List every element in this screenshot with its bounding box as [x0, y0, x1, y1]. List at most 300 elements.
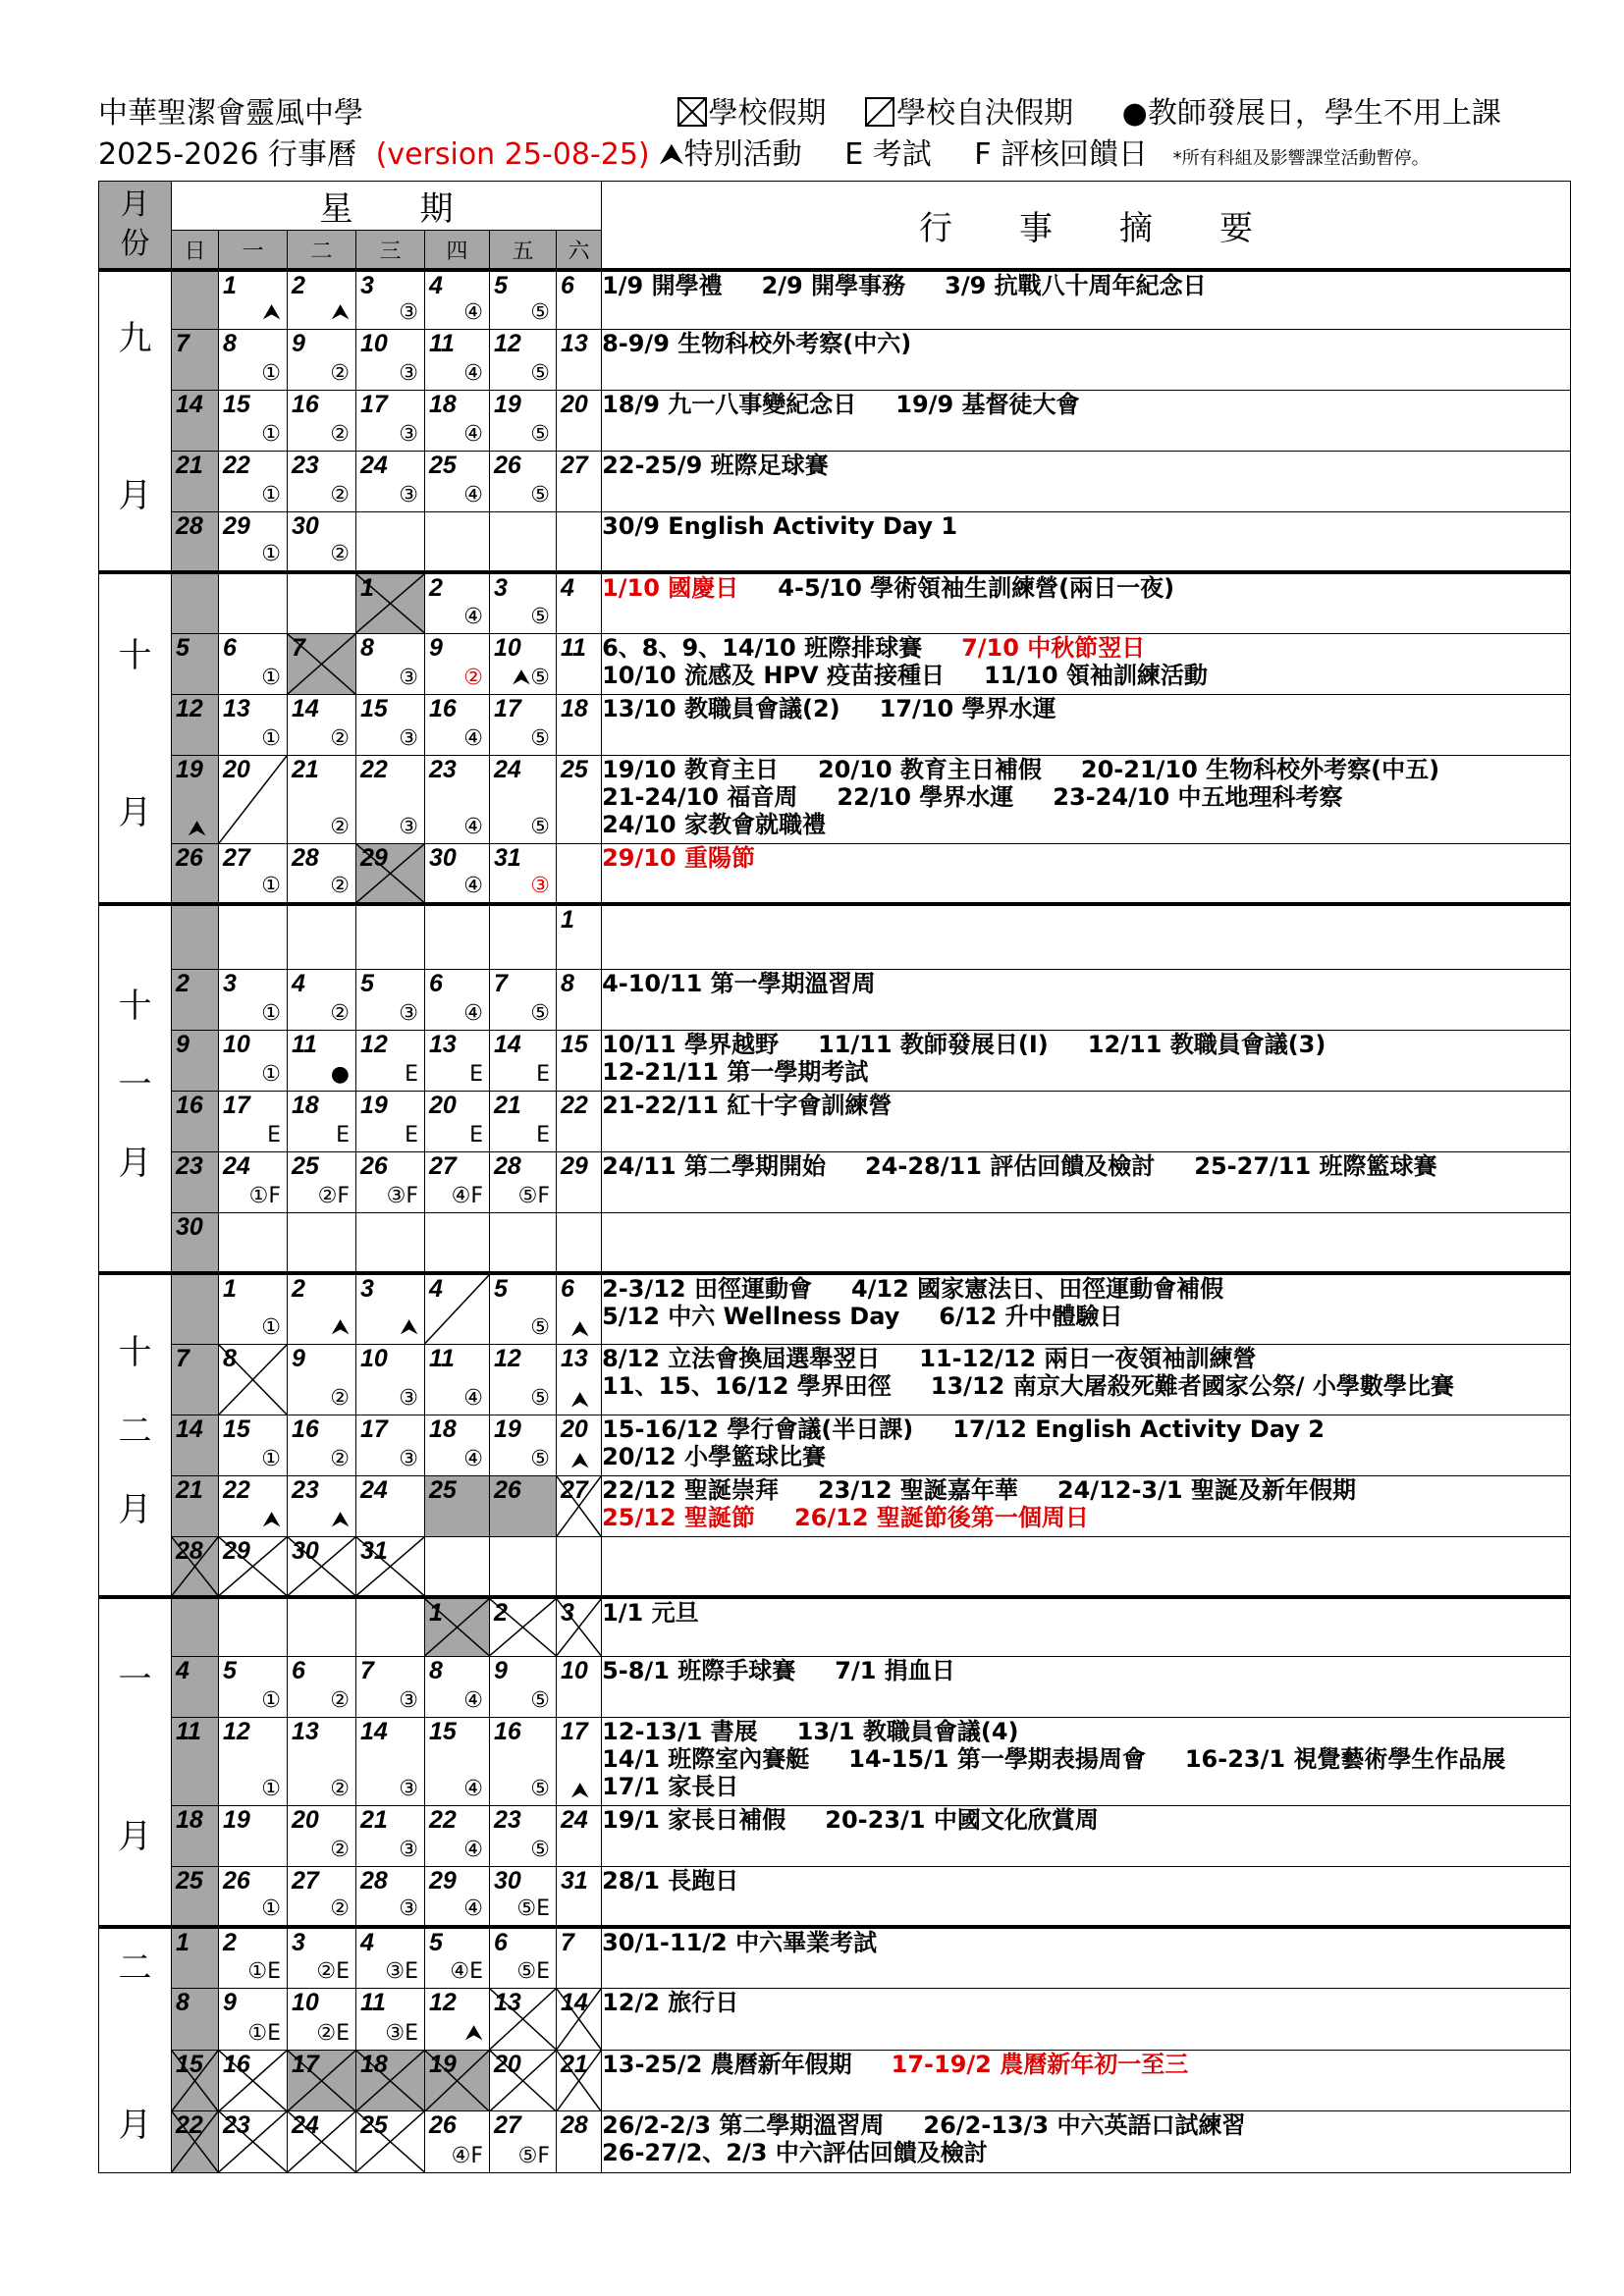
day-cell-thu — [425, 1536, 490, 1597]
day-number: 3 — [561, 1599, 574, 1627]
day-cell-thu — [425, 2050, 490, 2111]
day-cell-wed — [356, 1212, 425, 1273]
day-number: 31 — [494, 843, 521, 872]
day-marker: ② — [330, 1896, 350, 1921]
day-number: 25 — [360, 2111, 388, 2140]
week-row — [99, 1536, 1571, 1597]
event-item: 3/9 抗戰八十周年紀念日 — [945, 272, 1207, 299]
day-number: 19 — [494, 390, 521, 418]
day-number: 22 — [360, 755, 388, 783]
day-cell-tue — [288, 1536, 356, 1597]
event-item: 16-23/1 視覺藝術學生作品展 — [1184, 1744, 1506, 1773]
day-marker: ③ — [399, 1000, 418, 1026]
day-number: 26 — [429, 2111, 457, 2140]
day-number: 27 — [561, 1475, 588, 1504]
event-item: 30/1-11/2 中六畢業考試 — [602, 1929, 878, 1956]
day-cell-sat — [557, 1989, 602, 2051]
day-cell-sat — [557, 1415, 602, 1475]
day-marker: ④ — [463, 725, 483, 751]
special-activity-icon: ⮝ — [331, 1507, 350, 1532]
event-item: 12-21/11 第一學期考試 — [602, 1057, 869, 1086]
event-item: 13/12 南京大屠殺死難者國家公祭/ 小學數學比賽 — [930, 1371, 1454, 1400]
event-item: 8/12 立法會換屆選舉翌日 — [602, 1344, 881, 1372]
day-marker: E — [405, 1061, 418, 1087]
day-cell-mon — [219, 1475, 288, 1536]
day-cell-sun — [172, 1415, 219, 1475]
day-cell-tue — [288, 1927, 356, 1989]
day-number: 3 — [292, 1929, 305, 1956]
events-cell — [602, 633, 1571, 694]
day-cell-sat — [557, 511, 602, 572]
day-cell-sun — [172, 843, 219, 904]
day-cell-mon — [219, 451, 288, 511]
day-number: 28 — [292, 843, 319, 872]
week-row — [99, 451, 1571, 511]
day-cell-thu — [425, 2111, 490, 2173]
day-marker: ③ — [399, 814, 418, 839]
day-cell-sat — [557, 1091, 602, 1151]
day-number: 16 — [292, 390, 319, 418]
day-number: 2 — [176, 969, 189, 997]
day-number: 23 — [429, 755, 457, 783]
day-cell-thu — [425, 1597, 490, 1656]
week-row — [99, 843, 1571, 904]
day-cell-fri — [490, 1151, 557, 1212]
day-number: 26 — [176, 843, 203, 872]
week-row — [99, 1475, 1571, 1536]
day-number: 16 — [223, 2050, 250, 2078]
day-number: 27 — [429, 1151, 457, 1180]
day-number: 26 — [223, 1866, 250, 1895]
day-cell-mon — [219, 904, 288, 969]
week-row — [99, 572, 1571, 633]
day-marker: ② — [330, 1446, 350, 1471]
day-number: 13 — [561, 1344, 588, 1372]
day-number: 14 — [561, 1989, 588, 2017]
event-item: 28/1 長跑日 — [602, 1866, 739, 1895]
day-number: 1 — [561, 906, 574, 934]
day-cell-thu — [425, 1030, 490, 1091]
month-block — [99, 572, 1571, 904]
special-activity-icon: ⮝ — [331, 1314, 350, 1340]
month-block — [99, 1273, 1571, 1597]
day-number: 22 — [176, 2111, 203, 2140]
header-line-1 — [98, 94, 1501, 133]
day-cell-sat — [557, 390, 602, 451]
day-marker: ③ — [399, 1837, 418, 1862]
day-cell-thu — [425, 270, 490, 329]
month-name: 十 二 月 — [118, 1333, 152, 1529]
day-cell-mon — [219, 755, 288, 843]
events-cell — [602, 1927, 1571, 1989]
day-number: 16 — [429, 694, 457, 722]
month-name: 十 一 月 — [118, 987, 152, 1183]
events-cell — [602, 1151, 1571, 1212]
day-cell-fri — [490, 2050, 557, 2111]
event-item: 19/9 基督徒大會 — [895, 390, 1080, 418]
day-marker: ② — [330, 1837, 350, 1862]
day-number: 30 — [292, 1536, 319, 1565]
day-number: 16 — [176, 1091, 203, 1119]
day-marker: ③ — [399, 360, 418, 386]
event-item: 8-9/9 生物科校外考察(中六) — [602, 329, 912, 357]
day-marker: ⑤ — [530, 1000, 550, 1026]
day-number: 20 — [223, 755, 250, 783]
event-item: 22-25/9 班際足球賽 — [602, 451, 829, 479]
school-name: 中華聖潔會靈風中學 — [98, 96, 363, 131]
special-activity-icon: ⮝ — [570, 1448, 590, 1473]
day-marker: ④ — [463, 1385, 483, 1411]
month-header — [99, 182, 172, 271]
day-cell-sat — [557, 572, 602, 633]
day-marker: ①F — [248, 1183, 281, 1208]
week-row — [99, 329, 1571, 390]
event-item: 19/10 教育主日 — [602, 755, 779, 783]
day-marker: ⑤ — [530, 1385, 550, 1411]
events-cell — [602, 969, 1571, 1030]
event-item: 24-28/11 評估回饋及檢討 — [864, 1151, 1156, 1180]
day-cell-sun — [172, 633, 219, 694]
event-item: 10/11 學界越野 — [602, 1030, 779, 1058]
day-marker: ③ — [530, 874, 550, 898]
day-cell-tue — [288, 1091, 356, 1151]
day-number: 29 — [223, 1536, 250, 1565]
day-cell-mon — [219, 694, 288, 755]
day-cell-mon — [219, 633, 288, 694]
events-cell — [602, 1091, 1571, 1151]
day-cell-mon — [219, 2050, 288, 2111]
day-cell-fri — [490, 451, 557, 511]
day-marker: ③ — [399, 1776, 418, 1801]
day-cell-sun — [172, 1212, 219, 1273]
legend-special-label: 特別活動 — [683, 137, 802, 172]
version-label: (version 25-08-25) — [375, 137, 650, 172]
event-item: 24/11 第二學期開始 — [602, 1151, 826, 1180]
day-marker: ⑤ — [530, 725, 550, 751]
day-cell-thu — [425, 1273, 490, 1344]
day-cell-sat — [557, 1597, 602, 1656]
week-row — [99, 1597, 1571, 1656]
events-cell — [602, 1415, 1571, 1475]
day-number: 7 — [292, 633, 305, 662]
day-cell-tue — [288, 1273, 356, 1344]
event-item: 20-23/1 中國文化欣賞周 — [825, 1805, 1099, 1834]
legend-special — [659, 135, 802, 175]
day-cell-tue — [288, 755, 356, 843]
day-cell-thu — [425, 1151, 490, 1212]
day-cell-tue — [288, 1656, 356, 1717]
day-cell-fri — [490, 969, 557, 1030]
day-number: 27 — [292, 1866, 319, 1895]
week-row — [99, 1927, 1571, 1989]
month-header-label: 月份 — [120, 187, 150, 261]
legend-holiday-label: 學校假期 — [708, 96, 827, 131]
day-cell-sat — [557, 1030, 602, 1091]
day-number: 19 — [176, 755, 203, 783]
day-cell-fri — [490, 633, 557, 694]
day-number: 4 — [429, 272, 443, 299]
day-marker: E — [267, 1122, 281, 1148]
day-cell-wed — [356, 633, 425, 694]
events-cell — [602, 694, 1571, 755]
week-row — [99, 969, 1571, 1030]
day-number: 10 — [494, 633, 521, 662]
day-cell-fri — [490, 1805, 557, 1866]
day-cell-wed — [356, 1151, 425, 1212]
day-cell-thu — [425, 755, 490, 843]
week-row — [99, 1717, 1571, 1805]
day-number: 20 — [561, 1415, 588, 1443]
day-marker: ④ — [463, 1687, 483, 1713]
day-marker: ④F — [451, 2144, 483, 2168]
month-block — [99, 1597, 1571, 1927]
day-number: 18 — [429, 390, 457, 418]
day-number: 20 — [429, 1091, 457, 1119]
month-name: 十 月 — [118, 636, 152, 832]
event-item: 10/10 流感及 HPV 疫苗接種日 — [602, 661, 945, 689]
day-number: 15 — [429, 1717, 457, 1745]
day-number: 18 — [176, 1805, 203, 1834]
event-item: 11、15、16/12 學界田徑 — [602, 1371, 892, 1400]
day-number: 12 — [429, 1989, 457, 2017]
day-cell-mon — [219, 1212, 288, 1273]
day-number: 30 — [292, 511, 319, 540]
day-marker: E — [536, 1061, 550, 1087]
day-number: 25 — [429, 451, 457, 479]
week-row — [99, 633, 1571, 694]
header-line-2 — [98, 135, 1430, 175]
day-number: 6 — [494, 1929, 508, 1956]
events-cell — [602, 572, 1571, 633]
event-item: 11/11 教師發展日(I) — [817, 1030, 1049, 1058]
event-item: 12-13/1 書展 — [602, 1717, 758, 1745]
day-cell-fri — [490, 390, 557, 451]
day-number: 8 — [360, 633, 374, 662]
month-block — [99, 904, 1571, 1273]
day-number: 25 — [292, 1151, 319, 1180]
day-cell-fri — [490, 2111, 557, 2173]
day-cell-fri — [490, 1212, 557, 1273]
day-number: 9 — [223, 1989, 237, 2017]
day-cell-sun — [172, 390, 219, 451]
day-cell-mon — [219, 390, 288, 451]
day-number: 24 — [223, 1151, 250, 1180]
events-cell — [602, 1273, 1571, 1344]
day-number: 17 — [223, 1091, 250, 1119]
event-item: 23-24/10 中五地理科考察 — [1053, 782, 1343, 811]
special-activity-icon: ⮝ — [188, 816, 206, 841]
day-marker: ④ — [463, 814, 483, 839]
day-cell-mon — [219, 1344, 288, 1415]
day-cell-wed — [356, 1273, 425, 1344]
day-cell-mon — [219, 572, 288, 633]
day-cell-fri — [490, 1927, 557, 1989]
event-item: 17/12 English Activity Day 2 — [952, 1415, 1325, 1443]
week-row — [99, 2050, 1571, 2111]
day-marker: ⑤ — [530, 421, 550, 447]
day-cell-sat — [557, 1866, 602, 1927]
day-number: 17 — [292, 2050, 319, 2078]
day-number: 3 — [360, 272, 374, 299]
day-cell-tue — [288, 2111, 356, 2173]
day-number: 21 — [176, 1475, 203, 1504]
event-item: 13/1 教職員會議(4) — [796, 1717, 1019, 1745]
day-marker: ② — [330, 542, 350, 566]
day-number: 23 — [292, 451, 319, 479]
events-cell — [602, 511, 1571, 572]
day-number: 6 — [561, 272, 574, 299]
day-number: 4 — [561, 574, 574, 602]
event-item: 12/11 教職員會議(3) — [1087, 1030, 1326, 1058]
day-number: 9 — [176, 1030, 189, 1058]
day-marker: ② — [330, 814, 350, 839]
event-item: 14-15/1 第一學期表揚周會 — [848, 1744, 1146, 1773]
day-marker: ① — [261, 1687, 281, 1713]
day-number: 12 — [494, 1344, 521, 1372]
day-cell-sat — [557, 270, 602, 329]
day-marker: ③ — [399, 1446, 418, 1471]
special-activity-icon: ⮝ — [262, 299, 281, 325]
legend-school-holiday — [865, 94, 1073, 133]
legend-dev-day: ●教師發展日，學生不用上課 — [1121, 96, 1501, 131]
day-cell-wed — [356, 1805, 425, 1866]
day-marker: ② — [330, 1385, 350, 1411]
event-item: 25/12 聖誕節 — [602, 1503, 755, 1531]
day-cell-sat — [557, 329, 602, 390]
day-marker: ②E — [316, 1959, 350, 1985]
day-cell-sat — [557, 1273, 602, 1344]
day-cell-wed — [356, 2111, 425, 2173]
day-cell-sun — [172, 1927, 219, 1989]
day-number: 23 — [223, 2111, 250, 2140]
day-marker: ③ — [399, 1385, 418, 1411]
month-block — [99, 1927, 1571, 2173]
day-marker: ④ — [463, 1896, 483, 1921]
day-cell-tue — [288, 329, 356, 390]
month-label — [99, 904, 172, 1273]
day-number: 28 — [176, 1536, 203, 1565]
day-cell-tue — [288, 270, 356, 329]
event-item: 1/1 元旦 — [602, 1599, 699, 1627]
day-cell-thu — [425, 1212, 490, 1273]
day-number: 1 — [429, 1599, 443, 1627]
day-cell-thu — [425, 1415, 490, 1475]
day-cell-wed — [356, 451, 425, 511]
day-cell-fri — [490, 1717, 557, 1805]
event-item: 21-24/10 福音周 — [602, 782, 798, 811]
day-number: 4 — [176, 1656, 189, 1684]
day-cell-thu — [425, 633, 490, 694]
day-marker: ③ — [399, 665, 418, 690]
day-cell-wed — [356, 1475, 425, 1536]
day-cell-thu — [425, 1656, 490, 1717]
day-cell-fri — [490, 843, 557, 904]
day-marker: E — [469, 1061, 483, 1087]
day-cell-thu — [425, 1927, 490, 1989]
event-item: 7/10 中秋節翌日 — [961, 633, 1146, 662]
day-cell-wed — [356, 755, 425, 843]
events-cell — [602, 843, 1571, 904]
event-item: 22/10 學界水運 — [837, 782, 1014, 811]
event-item: 4/12 國家憲法日、田徑運動會補假 — [850, 1275, 1224, 1303]
day-cell-sat — [557, 1805, 602, 1866]
day-number: 7 — [176, 329, 189, 357]
day-number: 22 — [561, 1091, 588, 1119]
day-cell-tue — [288, 390, 356, 451]
day-marker: ⑤E — [516, 1959, 550, 1985]
day-marker: E — [336, 1122, 350, 1148]
day-marker: ① — [261, 874, 281, 898]
day-cell-mon — [219, 1805, 288, 1866]
day-cell-thu — [425, 1091, 490, 1151]
day-cell-sat — [557, 1212, 602, 1273]
day-cell-tue — [288, 1475, 356, 1536]
day-number: 11 — [360, 1989, 386, 2017]
day-number: 26 — [494, 1475, 521, 1504]
day-number: 15 — [223, 1415, 250, 1443]
event-item: 24/10 家教會就職禮 — [602, 810, 826, 838]
day-number: 17 — [360, 1415, 388, 1443]
day-number: 28 — [494, 1151, 521, 1180]
events-cell — [602, 1030, 1571, 1091]
day-number: 10 — [561, 1656, 588, 1684]
day-number: 6 — [292, 1656, 305, 1684]
event-item: 6/12 升中體驗日 — [939, 1303, 1123, 1330]
day-number: 12 — [494, 329, 521, 357]
month-name: 一 月 — [118, 1660, 152, 1856]
day-cell-fri — [490, 1030, 557, 1091]
day-cell-mon — [219, 2111, 288, 2173]
day-number: 7 — [494, 969, 508, 997]
day-number: 9 — [429, 633, 443, 662]
day-cell-wed — [356, 1989, 425, 2051]
event-item: 26/12 聖誕節後第一個周日 — [793, 1503, 1089, 1531]
day-marker: E — [536, 1122, 550, 1148]
day-number: 5 — [429, 1929, 443, 1956]
day-marker: ③ — [399, 421, 418, 447]
month-label — [99, 572, 172, 904]
day-cell-mon — [219, 1597, 288, 1656]
day-number: 5 — [494, 1275, 508, 1303]
day-cell-thu — [425, 451, 490, 511]
week-row — [99, 511, 1571, 572]
table-head-row-1 — [99, 182, 1571, 231]
day-number: 18 — [360, 2050, 388, 2078]
day-cell-sun — [172, 1091, 219, 1151]
day-number: 15 — [360, 694, 388, 722]
day-cell-wed — [356, 1091, 425, 1151]
legend-holiday — [677, 94, 827, 133]
day-cell-sun — [172, 1597, 219, 1656]
event-item: 20/12 小學籃球比賽 — [602, 1442, 826, 1470]
day-number: 22 — [223, 451, 250, 479]
events-cell — [602, 329, 1571, 390]
day-number: 31 — [360, 1536, 388, 1565]
day-cell-wed — [356, 390, 425, 451]
week-row — [99, 270, 1571, 329]
day-cell-mon — [219, 329, 288, 390]
day-cell-mon — [219, 1656, 288, 1717]
day-number: 18 — [561, 694, 588, 722]
day-cell-sat — [557, 1927, 602, 1989]
day-cell-mon — [219, 1927, 288, 1989]
day-number: 15 — [176, 2050, 203, 2078]
day-marker: ① — [261, 665, 281, 690]
events-cell — [602, 390, 1571, 451]
day-number: 12 — [223, 1717, 250, 1745]
day-marker: ⑤ — [530, 1446, 550, 1471]
day-number: 30 — [176, 1212, 203, 1241]
